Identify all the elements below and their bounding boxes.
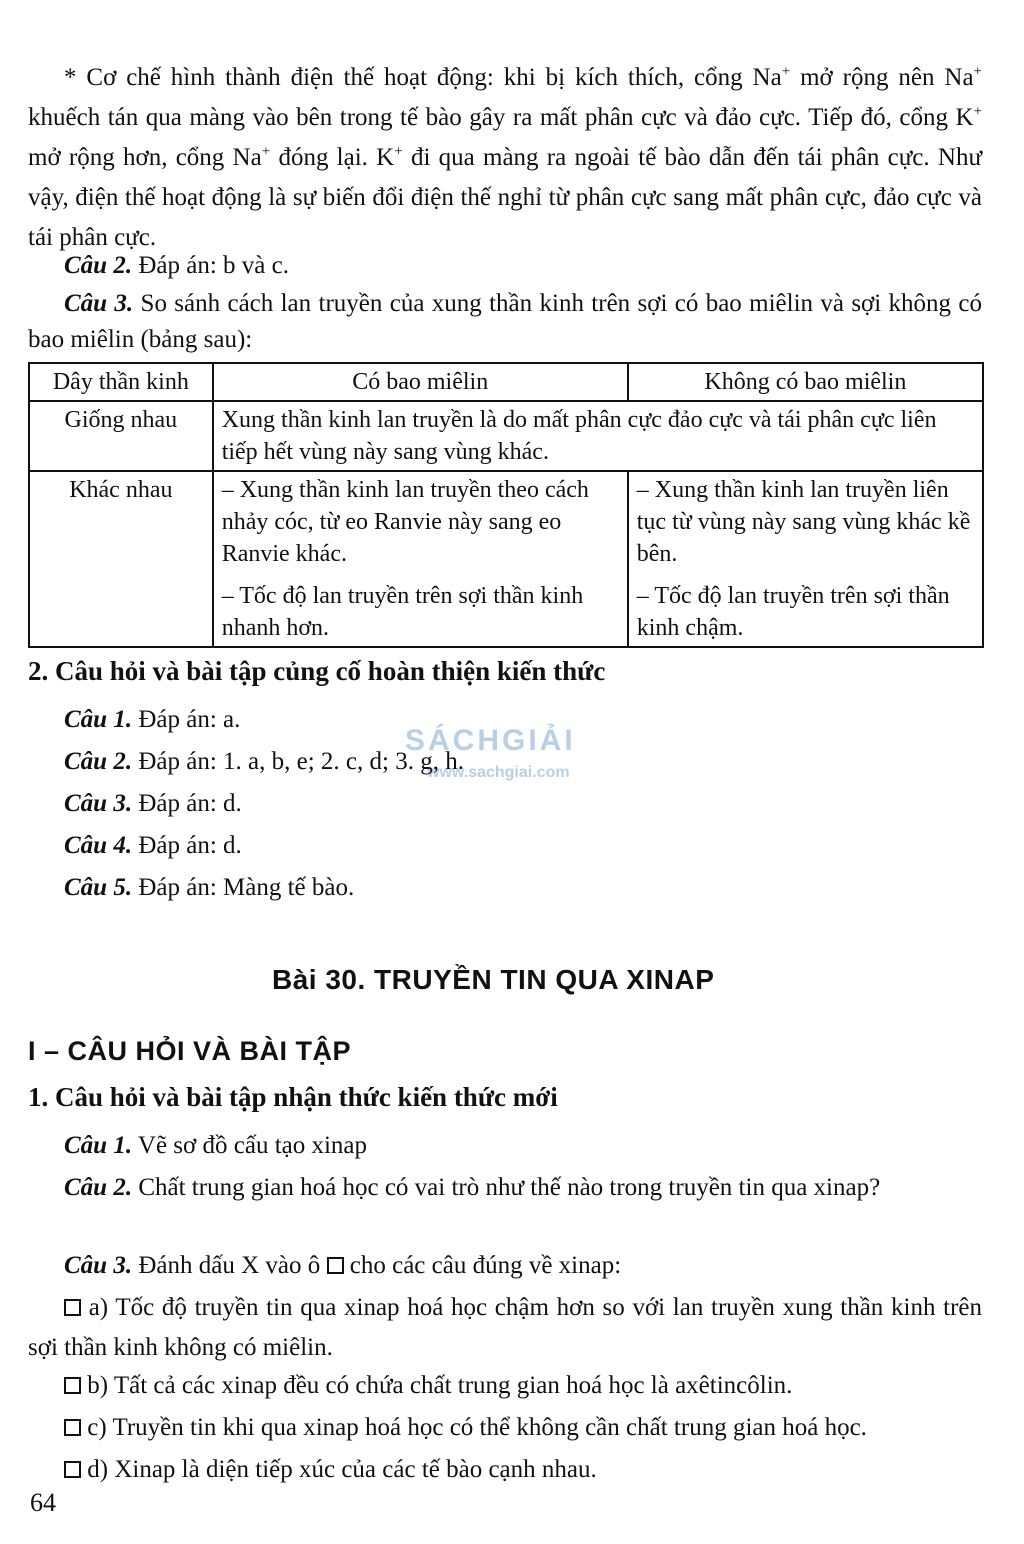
option-item: a) Tốc độ truyền tin qua xinap hoá học chậm hơn so với lan truyền xung thần kinh trên sợi thần kinh không có miêlin. — [28, 1294, 982, 1361]
section-2-heading: 2. Câu hỏi và bài tập củng cố hoàn thiện kiến thức — [28, 656, 606, 686]
answer-item: Câu 2. Đáp án: 1. a, b, e; 2. c, d; 3. g, h. — [64, 748, 464, 775]
no-myelin-point: – Xung thần kinh lan truyền liên tục từ vùng này sang vùng khác kề bên. — [636, 477, 971, 567]
table-header: Có bao miêlin — [213, 363, 628, 401]
answer-item: Câu 4. Đáp án: d. — [64, 832, 242, 859]
checkbox-icon[interactable] — [64, 1461, 81, 1478]
comparison-table — [28, 362, 984, 648]
watermark-brand: SÁCHGIẢI — [405, 724, 576, 757]
table-header: Dây thần kinh — [29, 363, 213, 401]
no-myelin-cell — [628, 471, 983, 647]
subsection-heading: 1. Câu hỏi và bài tập nhận thức kiến thức mới — [28, 1082, 558, 1112]
part-heading: I – CÂU HỎI VÀ BÀI TẬP — [28, 1036, 352, 1066]
table-header: Không có bao miêlin — [628, 363, 983, 401]
row-label-same: Giống nhau — [29, 401, 213, 471]
lesson-question: Câu 1. Vẽ sơ đồ cấu tạo xinap — [64, 1132, 368, 1159]
option-item: d) Xinap là diện tiếp xúc của các tế bào cạnh nhau. — [64, 1450, 597, 1490]
watermark-url: www.sachgiai.com — [427, 764, 570, 781]
lesson-title: Bài 30. TRUYỀN TIN QUA XINAP — [272, 964, 715, 995]
no-myelin-point: – Tốc độ lan truyền trên sợi thần kinh chậm. — [636, 583, 950, 641]
lesson-question: Câu 3. Đánh dấu X vào ô cho các câu đúng về xinap: — [64, 1252, 622, 1279]
answer-item: Câu 3. Đáp án: d. — [64, 790, 242, 817]
option-item: c) Truyền tin khi qua xinap hoá học có thể không cần chất trung gian hoá học. — [64, 1408, 867, 1448]
table-row-same — [29, 401, 983, 471]
page-number: 64 — [30, 1488, 56, 1517]
answer-cau-2: Câu 2. Đáp án: b và c. — [64, 252, 289, 279]
myelin-point: – Tốc độ lan truyền trên sợi thần kinh nhanh hơn. — [221, 583, 584, 641]
answer-item: Câu 1. Đáp án: a. — [64, 706, 241, 733]
checkbox-icon[interactable] — [64, 1377, 81, 1394]
table-header-row — [29, 363, 983, 401]
myelin-cell — [213, 471, 628, 647]
mechanism-paragraph: * Cơ chế hình thành điện thế hoạt động: khi bị kích thích, cổng Na+ mở rộng nên Na+ khuếch tán qua màng vào bên trong tế bào gây ra mất phân cực và đảo cực. Tiếp đó, cổng K+ mở rộng hơn, cổng Na+ đóng lại. K+ đi qua màng ra ngoài tế bào dẫn đến tái phân cực. Như vậy, điện thế hoạt động là sự biến đổi điện thế nghỉ từ phân cực sang mất phân cực, đảo cực và tái phân cực. — [28, 63, 983, 251]
answer-item: Câu 5. Đáp án: Màng tế bào. — [64, 874, 355, 901]
option-item: b) Tất cả các xinap đều có chứa chất trung gian hoá học là axêtincôlin. — [64, 1366, 792, 1406]
checkbox-icon — [327, 1257, 344, 1274]
row-label-diff: Khác nhau — [29, 471, 213, 647]
myelin-point: – Xung thần kinh lan truyền theo cách nhảy cóc, từ eo Ranvie này sang eo Ranvie khác. — [221, 477, 589, 567]
question-cau-3: Câu 3. So sánh cách lan truyền của xung thần kinh trên sợi có bao miêlin và sợi không có bao miêlin (bảng sau): — [28, 290, 983, 353]
table-row-diff — [29, 471, 983, 647]
checkbox-icon[interactable] — [64, 1299, 81, 1316]
lesson-question: Câu 2. Chất trung gian hoá học có vai trò như thế nào trong truyền tin qua xinap? — [64, 1174, 881, 1201]
same-text: Xung thần kinh lan truyền là do mất phân cực đảo cực và tái phân cực liên tiếp hết vùng này sang vùng khác. — [213, 401, 983, 471]
checkbox-icon[interactable] — [64, 1419, 81, 1436]
